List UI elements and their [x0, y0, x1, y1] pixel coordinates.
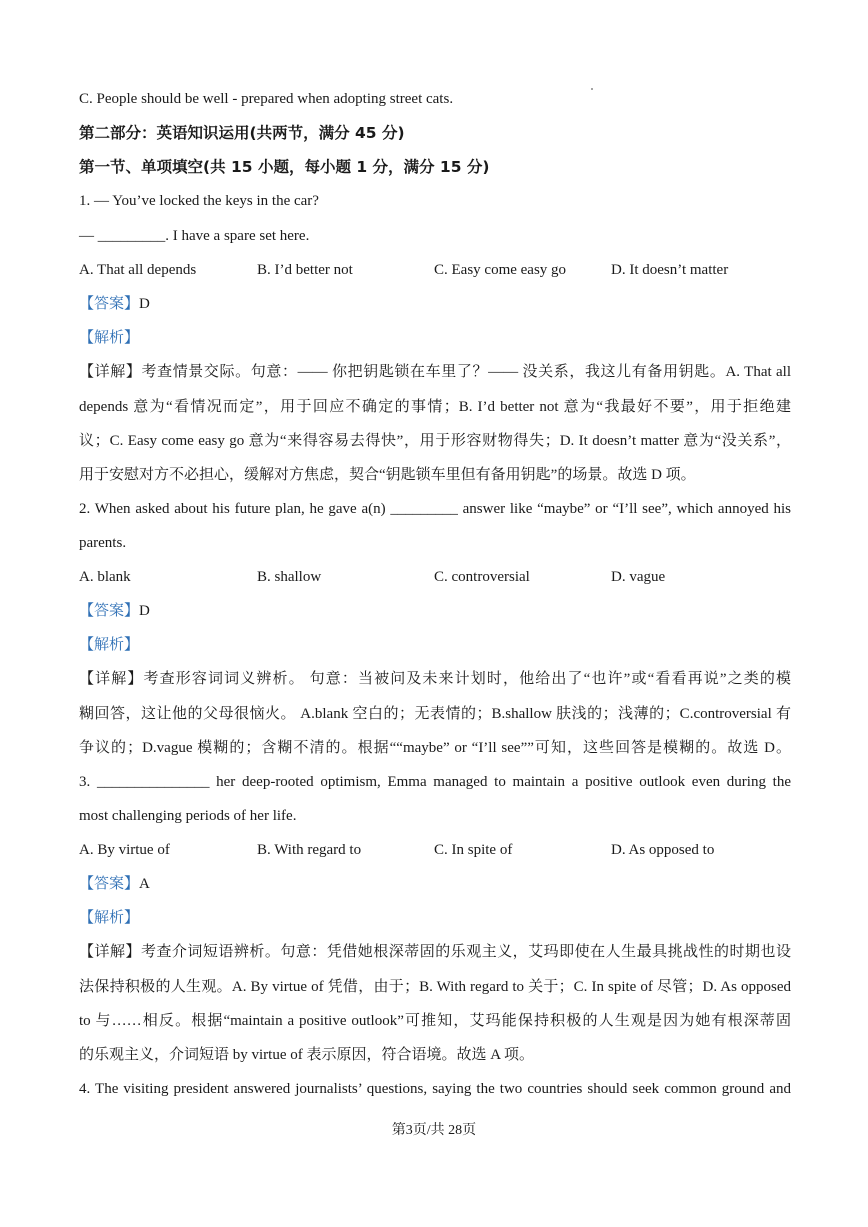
q3-detail-line-2: 法保持积极的人生观。A. By virtue of 凭借，由于；B. With regard to 关于；C. In spite of 尽管；D. As opposed	[79, 979, 791, 995]
answer-value: D	[139, 603, 150, 619]
q1-detail-line-2: depends 意为“看情况而定”，用于回应不确定的事情；B. I’d better not 意为“我最好不要”，用于拒绝建	[79, 399, 791, 415]
answer-value: D	[139, 296, 150, 312]
answer-label: 【答案】	[79, 296, 140, 312]
q3-analysis-label: 【解析】	[79, 910, 140, 926]
answer-value: A	[139, 876, 150, 892]
q2-option-b: B. shallow	[257, 569, 322, 585]
q2-detail-line-3: 争议的；D.vague 模糊的；含糊不清的。根据““maybe” or “I’ll see””可知，这些回答是模糊的。故选 D。	[79, 740, 791, 756]
q1-detail-line-4: 用于安慰对方不必担心，缓解对方焦虑，契合“钥匙锁车里但有备用钥匙”的场景。故选 D 项。	[79, 467, 696, 483]
q1-option-b: B. I’d better not	[257, 262, 353, 278]
page-number-footer: 第3页/共 28页	[391, 1123, 477, 1138]
q3-stem-line-2: most challenging periods of her life.	[79, 808, 297, 824]
q2-option-d: D. vague	[611, 569, 666, 585]
q2-detail-line-1: 【详解】考查形容词词义辨析。 句意：当被问及未来计划时，他给出了“也许”或“看看再说”之类的模	[79, 671, 791, 687]
answer-label: 【答案】	[79, 603, 140, 619]
q1-option-d: D. It doesn’t matter	[611, 262, 729, 278]
q3-detail-line-4: 的乐观主义，介词短语 by virtue of 表示原因，符合语境。故选 A 项。	[79, 1047, 534, 1063]
q2-answer	[79, 600, 791, 622]
q4-stem-line-1: 4. The visiting president answered journalists’ questions, saying the two countries should seek common ground and	[79, 1081, 791, 1097]
section-heading: 第一节、单项填空(共 15 小题，每小题 1 分，满分 15 分)	[79, 158, 490, 176]
answer-label: 【答案】	[79, 876, 140, 892]
q1-analysis-label: 【解析】	[79, 330, 140, 346]
q3-option-b: B. With regard to	[257, 842, 362, 858]
q2-detail-line-2: 糊回答，这让他的父母很恼火。 A.blank 空白的；无表情的；B.shallow 肤浅的；浅薄的；C.controversial 有	[79, 706, 791, 722]
q2-option-c: C. controversial	[434, 569, 530, 585]
q3-detail-line-1: 【详解】考查介词短语辨析。句意：凭借她根深蒂固的乐观主义，艾玛即使在人生最具挑战性的时期也设	[79, 944, 791, 960]
q2-stem-line-1: 2. When asked about his future plan, he gave a(n) _________ answer like “maybe” or “I’ll see”, which annoyed his	[79, 501, 791, 517]
q1-stem-line-2: — _________. I have a spare set here.	[79, 228, 310, 244]
q3-detail-line-3: to 与……相反。根据“maintain a positive outlook”可推知，艾玛能保持积极的人生观是因为她有根深蒂固	[79, 1013, 791, 1029]
q1-option-a: A. That all depends	[79, 262, 197, 278]
q1-detail-line-1: 【详解】考查情景交际。句意：—— 你把钥匙锁在车里了？—— 没关系，我这儿有备用钥匙。A. That all	[79, 364, 791, 380]
q2-analysis-label: 【解析】	[79, 637, 140, 653]
q3-answer	[79, 873, 791, 895]
previous-question-option-c: C. People should be well - prepared when adopting street cats.	[79, 91, 454, 107]
q3-option-c: C. In spite of	[434, 842, 513, 858]
q3-option-d: D. As opposed to	[611, 842, 715, 858]
q3-stem-line-1: 3. _______________ her deep-rooted optimism, Emma managed to maintain a positive outlook even during the	[79, 774, 791, 790]
q1-answer	[79, 293, 791, 315]
q1-option-c: C. Easy come easy go	[434, 262, 567, 278]
q2-stem-line-2: parents.	[79, 535, 127, 551]
part-heading: 第二部分：英语知识运用(共两节，满分 45 分)	[79, 124, 405, 142]
q1-stem-line-1: 1. — You’ve locked the keys in the car?	[79, 193, 319, 209]
q2-option-a: A. blank	[79, 569, 131, 585]
q3-option-a: A. By virtue of	[79, 842, 170, 858]
q1-detail-line-3: 议；C. Easy come easy go 意为“来得容易去得快”，用于形容财物得失；D. It doesn’t matter 意为“没关系”，	[79, 433, 791, 449]
